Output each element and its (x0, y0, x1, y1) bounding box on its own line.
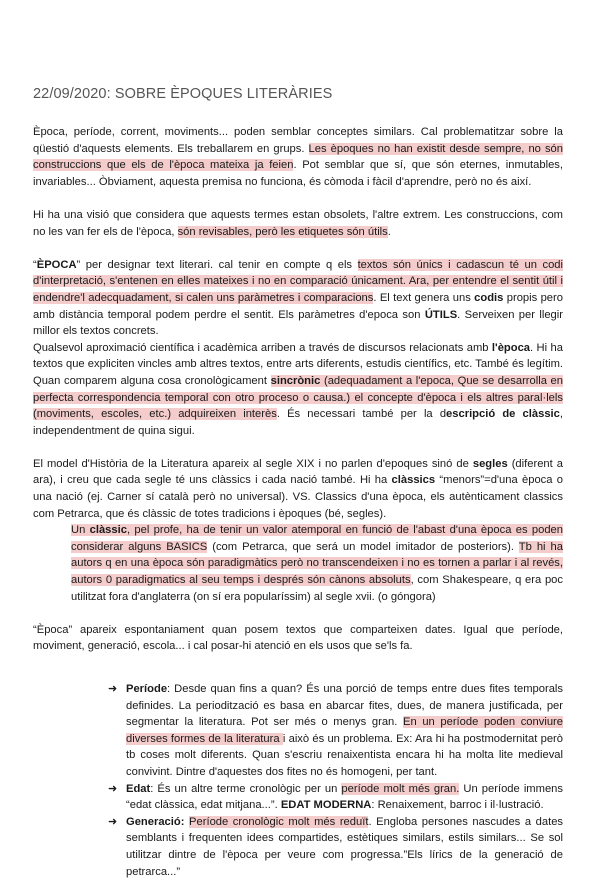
paragraph-aproximacio (33, 340, 563, 440)
paragraph-epoca (33, 257, 563, 340)
text-run: . (387, 225, 391, 238)
text-run: : Renaixement, barroc i il·lustració. (371, 799, 544, 812)
paragraph-epoca-espontania (33, 622, 563, 655)
text-run: . El text genera uns (373, 291, 475, 304)
bold-text: EDAT MODERNA (280, 799, 372, 812)
bold-text: Generació: (126, 815, 185, 828)
highlighted-text: textos són únics i cadascun té un codi d'interpretació, s'entenen en elles mateixes i no en comparació únicament. Ara, per entendre el sentit útil i endendre'l adecquadament, si calen uns paràmetres i comparacions (33, 258, 563, 304)
arrow-right-icon: ➜ (108, 683, 118, 695)
paragraph-vision (33, 207, 563, 240)
bold-text: ÈPOCA (36, 258, 77, 271)
highlighted-text: , pel profe, ha de tenir un valor atemporal en funció de l'abast d'una època es poden considerar alguns BASICS (71, 524, 563, 553)
text-run: i això és un problema. Ex: Ara hi ha postmodernitat però tb coses molt diferents. Quan s'escriu renaixentista encara hi ha molta lite medieval convivint. Dintre d'aquestes dos fites no és homogeni, per tant. (126, 732, 563, 778)
arrow-right-icon: ➜ (108, 782, 118, 795)
highlighted-text: són revisables, però les etiquetes són útils (177, 225, 388, 238)
highlighted-text: clàssic (89, 524, 127, 537)
text-run: El model d'Història de la Literatura apareix al segle XIX i no parlen d'epoques sinó de (33, 457, 473, 470)
bold-text: clàssics (391, 474, 436, 487)
text-run: : Desde quan fins a quan? És una porció de temps entre dues fites temporals definides. La periodització es basa en abarcar fites, dues, de manera justificada, per segmentar la literatura. Pot ser més o menys gran. (126, 683, 563, 729)
text-run: propis pero amb distància temporal podem perdre el sentit. Els paràmetres d'epoca son (33, 291, 563, 321)
text-run: “ (33, 258, 37, 271)
highlighted-text: sincrònic (270, 374, 321, 387)
highlighted-text: En un període poden conviure diverses formes de la literatura (126, 716, 563, 745)
list-item-text (126, 781, 563, 814)
text-run: : És un altre terme cronològic per un (150, 782, 342, 795)
highlighted-text: Període cronològic molt més reduït (189, 815, 369, 828)
list-item-generacio (108, 814, 563, 880)
text-run: . És necessari també per la d (276, 408, 447, 421)
highlighted-text: Tb hi ha autors q en una època són paradigmàtics però no transcendeixen i no es tornen a parlar i al revés, autors 0 paradigmatics al seu temps i després són cànons absoluts (71, 540, 563, 587)
paragraph-classic (71, 522, 563, 605)
document-title: 22/09/2020: SOBRE ÈPOQUES LITERÀRIES (33, 86, 333, 102)
bold-text: ÚTILS (424, 308, 458, 321)
list-item-periode (108, 681, 563, 781)
list-item-edat (108, 781, 563, 814)
text-run: “menors”=d'una època o una nació (ej. Carner sí català però no universal). VS. Classics d'una època, els autènticament classics com Petrarca, que és clàssic de totes tradicions i èpoques (bé, segles). (33, 474, 564, 520)
paragraph-model-historia (33, 456, 563, 522)
bold-text: l'època (491, 341, 531, 354)
list-item-text (126, 681, 563, 781)
paragraph-intro (33, 124, 563, 190)
text-run: . Engloba persones nascudes a dates semblants i frequenten idees compartides, estètiques similars, estils similars... Se sol utilitzar dintre de l'època per veure com progressa.”Els lírics de la generació de petrarca...” (126, 815, 564, 878)
terms-list (33, 681, 563, 880)
text-run: Un període immens “edat clàssica, edat mitjana...”. (126, 782, 563, 812)
text-run: “Època” apareix espontaniament quan posem textos que comparteixen dates. Igual que període, moviment, generació, escola... i cal posar-hi atenció en els usos que se'ls fa. (33, 623, 563, 653)
highlighted-text: Les èpoques no han existit desde sempre, no són construccions que els de l'època mateixa ja feien (33, 142, 563, 172)
text-run: Època, període, corrent, moviments... poden semblar conceptes similars. Cal problematitzar sobre la qüestió d'aquests elements. Els treballarem en grups. (33, 126, 563, 155)
bold-text: segles (472, 457, 508, 470)
text-run: , com Shakespeare, q era poc utilitzat fora d'anglaterra (on sí era popularíssim) al segle xvii. (o góngora) (71, 574, 563, 603)
bold-text: Edat (126, 782, 151, 795)
arrow-right-icon: ➜ (108, 815, 118, 828)
text-run: . Pot semblar que sí, que són eternes, inmutables, invariables... Òbviament, aquesta premisa no funciona, és còmoda i fàcil d'aprendre, però no és així. (33, 159, 564, 188)
text-run: Qualsevol aproximació científica i acadèmica arriben a través de discursos relacionats amb (33, 341, 492, 354)
text-run: . Serveixen per llegir millor els textos concrets. (33, 308, 563, 338)
text-run: ” per designar text literari. cal tenir en compte q els (76, 258, 358, 271)
text-run: (diferent a ara), i creu que cada segle té uns clàssics i cada nació també. Hi ha (33, 457, 563, 487)
highlighted-text: Un (71, 524, 90, 537)
list-item-text (126, 814, 563, 880)
bold-text: Període (126, 683, 168, 695)
bold-text: codis (474, 291, 504, 304)
text-run: Hi ha una visió que considera que aquests termes estan obsolets, l'altre extrem. Les construccions, com no les van fer els de l'època, (33, 208, 563, 238)
highlighted-text: (adequadament a l'epoca, Que se desarrolla en perfecta correspondencia temporal con otro proceso o causa.) el concepte d'època i els altres paral·lels (moviments, escoles, etc.) adquireixen interès (33, 374, 563, 421)
document-page (33, 86, 563, 880)
highlighted-text: període molt més gran. (341, 782, 460, 795)
text-run: . Hi ha textos que expliciten vincles amb altres textos, entre arts diferents, estudis científics, etc. També és legítim. Quan comparem alguna cosa cronològicament (33, 341, 563, 387)
bold-text: escripció de clàssic (446, 408, 560, 421)
text-run: (com Petrarca, que será un model imitador de posteriors). (207, 540, 519, 553)
text-run: , independentment de quina sigui. (33, 408, 563, 437)
